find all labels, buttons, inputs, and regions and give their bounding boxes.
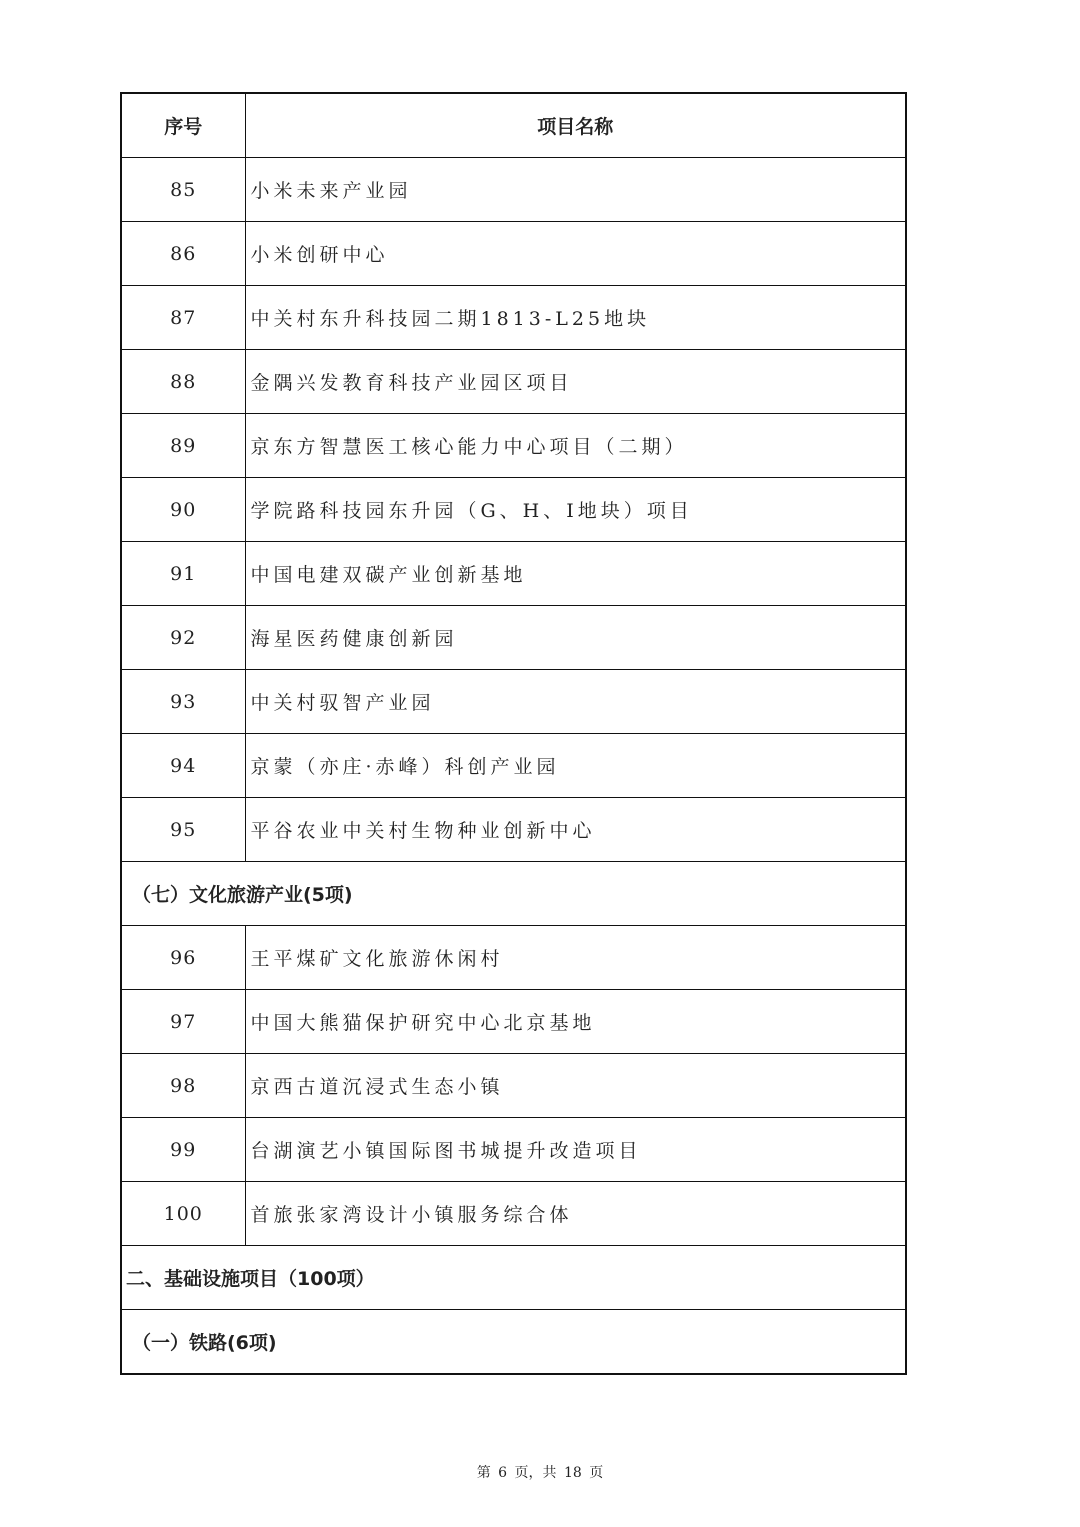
table-row bbox=[121, 1054, 906, 1118]
row-name: 学院路科技园东升园（G、H、I地块）项目 bbox=[245, 478, 906, 542]
row-num: 94 bbox=[121, 734, 245, 798]
row-name: 平谷农业中关村生物种业创新中心 bbox=[245, 798, 906, 862]
row-name: 京东方智慧医工核心能力中心项目（二期） bbox=[245, 414, 906, 478]
table-row bbox=[121, 1118, 906, 1182]
table-row bbox=[121, 158, 906, 222]
row-num: 87 bbox=[121, 286, 245, 350]
row-name: 中国电建双碳产业创新基地 bbox=[245, 542, 906, 606]
table-row bbox=[121, 222, 906, 286]
row-name: 小米创研中心 bbox=[245, 222, 906, 286]
row-num: 97 bbox=[121, 990, 245, 1054]
row-num: 88 bbox=[121, 350, 245, 414]
table-row bbox=[121, 926, 906, 990]
row-num: 100 bbox=[121, 1182, 245, 1246]
header-name: 项目名称 bbox=[245, 93, 906, 158]
table-row bbox=[121, 990, 906, 1054]
table-row bbox=[121, 542, 906, 606]
row-num: 92 bbox=[121, 606, 245, 670]
row-num: 95 bbox=[121, 798, 245, 862]
row-name: 中国大熊猫保护研究中心北京基地 bbox=[245, 990, 906, 1054]
table-row bbox=[121, 734, 906, 798]
table-row bbox=[121, 414, 906, 478]
row-name: 首旅张家湾设计小镇服务综合体 bbox=[245, 1182, 906, 1246]
section-culture-tourism: （七）文化旅游产业(5项) bbox=[121, 862, 906, 926]
table-row bbox=[121, 478, 906, 542]
section-row bbox=[121, 1246, 906, 1310]
row-name: 台湖演艺小镇国际图书城提升改造项目 bbox=[245, 1118, 906, 1182]
row-num: 86 bbox=[121, 222, 245, 286]
table-row bbox=[121, 798, 906, 862]
row-name: 京西古道沉浸式生态小镇 bbox=[245, 1054, 906, 1118]
table-row bbox=[121, 606, 906, 670]
row-num: 96 bbox=[121, 926, 245, 990]
section-infrastructure: 二、基础设施项目（100项） bbox=[121, 1246, 906, 1310]
section-row bbox=[121, 862, 906, 926]
page-footer: 第 6 页，共 18 页 bbox=[476, 1465, 604, 1481]
row-name: 中关村东升科技园二期1813-L25地块 bbox=[245, 286, 906, 350]
table-row bbox=[121, 1182, 906, 1246]
section-row bbox=[121, 1310, 906, 1375]
table-row bbox=[121, 670, 906, 734]
row-name: 小米未来产业园 bbox=[245, 158, 906, 222]
project-table bbox=[120, 92, 907, 1375]
row-num: 93 bbox=[121, 670, 245, 734]
header-num: 序号 bbox=[121, 93, 245, 158]
row-num: 85 bbox=[121, 158, 245, 222]
table-row bbox=[121, 286, 906, 350]
row-name: 中关村驭智产业园 bbox=[245, 670, 906, 734]
row-num: 89 bbox=[121, 414, 245, 478]
row-num: 99 bbox=[121, 1118, 245, 1182]
row-name: 王平煤矿文化旅游休闲村 bbox=[245, 926, 906, 990]
table-header-row bbox=[121, 93, 906, 158]
row-name: 京蒙（亦庄·赤峰）科创产业园 bbox=[245, 734, 906, 798]
row-num: 90 bbox=[121, 478, 245, 542]
section-railway: （一）铁路(6项) bbox=[121, 1310, 906, 1375]
row-num: 98 bbox=[121, 1054, 245, 1118]
row-name: 海星医药健康创新园 bbox=[245, 606, 906, 670]
row-num: 91 bbox=[121, 542, 245, 606]
table-row bbox=[121, 350, 906, 414]
row-name: 金隅兴发教育科技产业园区项目 bbox=[245, 350, 906, 414]
